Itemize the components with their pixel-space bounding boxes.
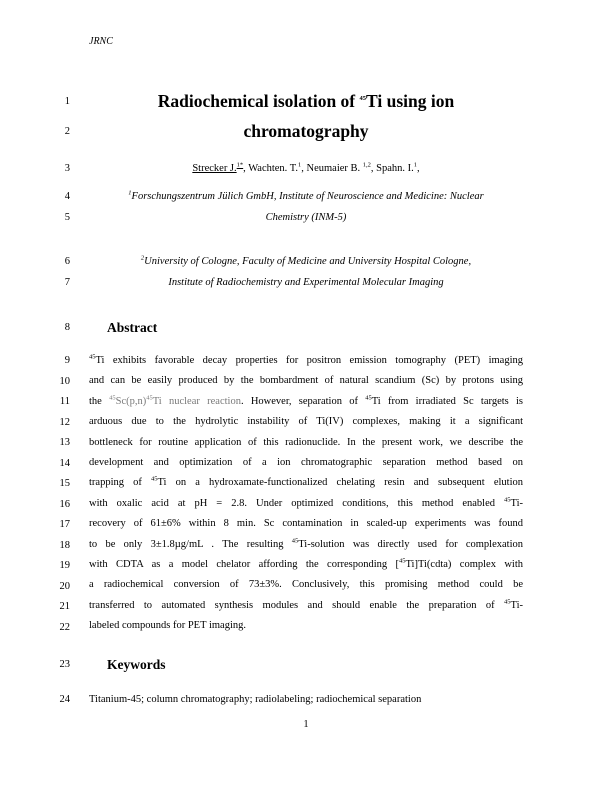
line-number: 1 [64, 96, 70, 107]
abstract-line: a radiochemical conversion of 73±3%. Conclusively, this promising method could be [89, 579, 523, 591]
line-number: 5 [64, 212, 70, 223]
line-number: 20 [59, 581, 70, 592]
line-number: 19 [59, 560, 70, 571]
abstract-line: labeled compounds for PET imaging. [89, 620, 246, 632]
keywords-text: Titanium-45; column chromatography; radiolabeling; radiochemical separation [89, 694, 422, 705]
affiliation-2-line2: Institute of Radiochemistry and Experimental Molecular Imaging [168, 277, 444, 288]
line-number: 10 [59, 376, 70, 387]
affiliation-1-line2: Chemistry (INM-5) [265, 212, 347, 223]
abstract-body [89, 351, 523, 636]
line-number: 16 [59, 499, 70, 510]
line-number: 7 [64, 277, 70, 288]
affiliation-1-line1: $^1$Forschungszentrum Jülich GmbH, Institute of Neuroscience and Medicine: Nuclear [128, 189, 484, 202]
line-number: 13 [59, 437, 70, 448]
line-number: 8 [64, 322, 70, 333]
author-3: , Neumaier B. [301, 163, 363, 174]
line-number: 11 [59, 396, 70, 407]
line-number: 9 [64, 355, 70, 366]
line-number: 6 [64, 256, 70, 267]
line-number: 21 [59, 601, 70, 612]
abstract-line: to be only 3±1.8µg/mL . The resulting $^{45}$Ti-solution was directly used for complexation [89, 537, 523, 550]
line-number: 3 [64, 163, 70, 174]
abstract-line: with CDTA as a model chelator affording the corresponding [$^{45}$Ti]Ti(cdta) complex with [89, 557, 523, 570]
abstract-line: recovery of 61±6% within 8 min. Sc contamination in scaled-up experiments was found [89, 518, 523, 530]
abstract-line: trapping of $^{45}$Ti on a hydroxamate-functionalized chelating resin and subsequent elution [89, 475, 523, 489]
abstract-line: transferred to automated synthesis modules and should enable the preparation of $^{45}$Ti- [89, 598, 523, 611]
author-4: , Spahn. I. [370, 163, 414, 174]
line-number: 17 [59, 519, 70, 530]
abstract-line: bottleneck for routine application of this radionuclide. In the present work, we describe the [89, 436, 523, 448]
line-number: 24 [59, 694, 70, 705]
abstract-line: the $^{45}Sc(p,n)^{45}Ti$ nuclear reaction. However, separation of $^{45}$Ti from irradiated Sc targets is [89, 394, 523, 407]
affiliation-2-line1: $^2$University of Cologne, Faculty of Medicine and University Hospital Cologne, [140, 254, 472, 267]
line-number: 15 [59, 478, 70, 489]
abstract-heading: Abstract [107, 320, 158, 335]
paper-title-line1: Radiochemical isolation of $^{45}$Ti using ion [157, 91, 455, 111]
abstract-line: arduous due to the hydrolytic instability of Ti(IV) complexes, making it a significant [89, 416, 523, 428]
line-number: 14 [59, 458, 70, 469]
line-number: 4 [64, 191, 70, 202]
line-number: 12 [59, 417, 70, 428]
line-number: 22 [59, 622, 70, 633]
author-2: , Wachten. T. [243, 163, 299, 174]
line-number: 23 [59, 659, 70, 670]
author-list: Strecker J.$^{1*}$, Wachten. T.$^1$, Neumaier B. $^{1,2}$, Spahn. I.$^1$, [192, 161, 420, 174]
journal-name: JRNC [89, 36, 113, 47]
line-number: 2 [64, 126, 70, 137]
page-number: 1 [303, 719, 309, 730]
keywords-heading: Keywords [107, 657, 166, 672]
abstract-line: development and optimization of a ion chromatographic separation method based on [89, 456, 523, 468]
abstract-line: $^{45}$Ti exhibits favorable decay properties for positron emission tomography (PET) imaging [89, 353, 523, 366]
abstract-line: with oxalic acid at pH = 2.8. Under optimized conditions, this method enabled $^{45}$Ti- [89, 496, 523, 509]
paper-title-line2: chromatography [243, 121, 369, 141]
abstract-line: and can be easily produced by the bombardment of natural scandium (Sc) by protons using [89, 375, 523, 387]
author-1: Strecker J. [192, 163, 237, 174]
line-number: 18 [59, 540, 70, 551]
